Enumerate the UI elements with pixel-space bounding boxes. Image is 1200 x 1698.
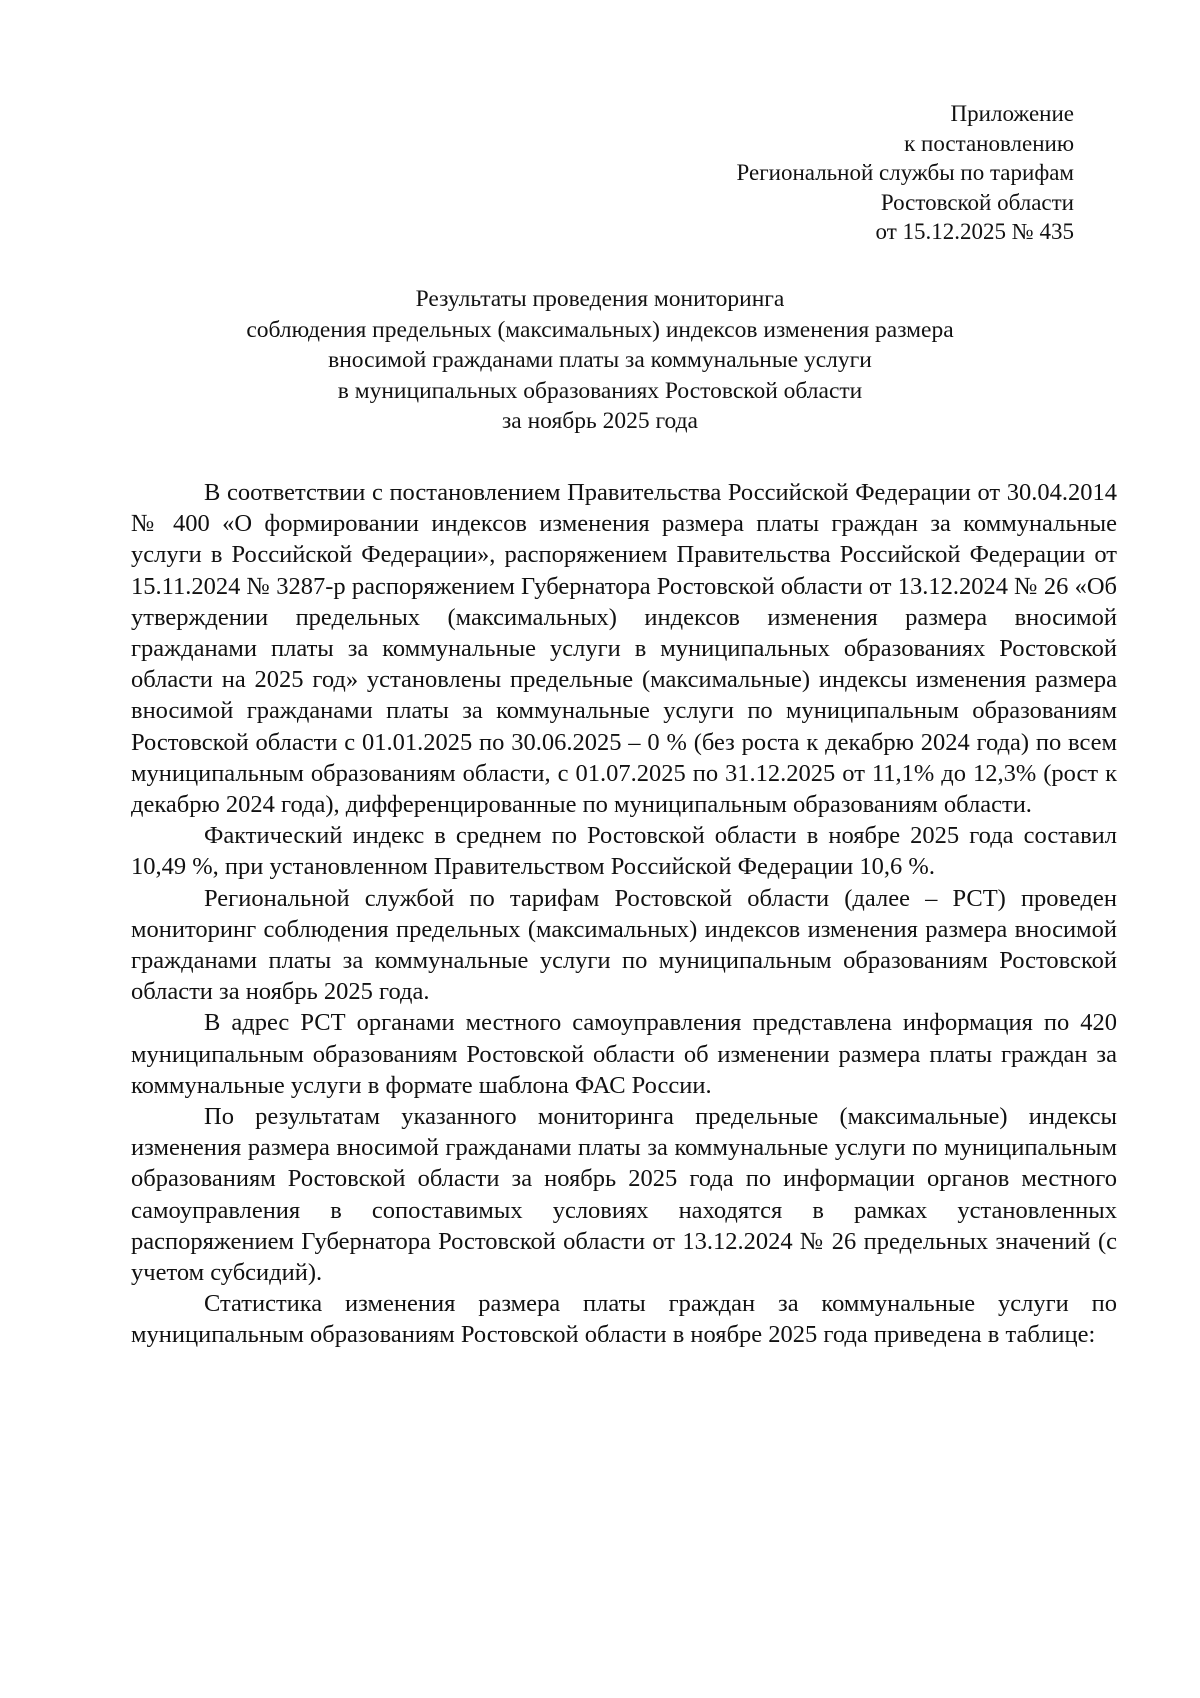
- appendix-line: к постановлению: [904, 130, 1074, 156]
- appendix-date-number: от 15.12.2025 № 435: [875, 219, 1074, 244]
- title-line: за ноябрь 2025 года: [502, 408, 698, 434]
- title-line: Результаты проведения мониторинга: [415, 286, 785, 312]
- appendix-line: Ростовской области: [880, 189, 1074, 215]
- title-line: вносимой гражданами платы за коммунальные услуги: [328, 347, 872, 373]
- paragraph-legal-basis: В соответствии с постановлением Правительства Российской Федерации от 30.04.2014 № 400 «О формировании индексов изменения размера платы граждан за коммунальные услуги в Российской Федерации», распоряжением Правительства Российской Федерации от 15.11.2024 № 3287-р распоряжением Губернатора Ростовской области от 13.12.2024 № 26 «Об утверждении предельных (максимальных) индексов изменения размера вносимой гражданами платы за коммунальные услуги в муниципальных образованиях Ростовской области на 2025 год» установлены предельные (максимальные) индексы изменения размера вносимой гражданами платы за коммунальные услуги по муниципальным образованиям Ростовской области с 01.01.2025 по 30.06.2025 – 0 % (без роста к декабрю 2024 года) по всем муниципальным образованиям области, с 01.07.2025 по 31.12.2025 от 11,1% до 12,3% (рост к декабрю 2024 года), дифференцированные по муниципальным образованиям области.: [131, 479, 1117, 819]
- document-body: [131, 477, 1117, 1351]
- paragraph-statistics: Статистика изменения размера платы граждан за коммунальные услуги по муниципальным образованиям Ростовской области в ноябре 2025 года приведена в таблице:: [131, 1290, 1117, 1349]
- paragraph-information: В адрес РСТ органами местного самоуправления представлена информация по 420 муниципальным образованиям Ростовской области об изменении размера платы граждан за коммунальные услуги в формате шаблона ФАС России.: [131, 1009, 1117, 1099]
- appendix-line: Приложение: [950, 101, 1074, 126]
- document-title: [130, 284, 1070, 437]
- appendix-line: Региональной службы по тарифам: [736, 160, 1074, 185]
- paragraph-monitoring: Региональной службой по тарифам Ростовской области (далее – РСТ) проведен мониторинг соблюдения предельных (максимальных) индексов изменения размера вносимой гражданами платы за коммунальные услуги по муниципальным образованиям Ростовской области за ноябрь 2025 года.: [131, 884, 1117, 1006]
- paragraph-actual-index: Фактический индекс в среднем по Ростовской области в ноябре 2025 года составил 10,49 %, при установленном Правительством Российской Федерации 10,6 %.: [131, 822, 1117, 881]
- paragraph-results: По результатам указанного мониторинга предельные (максимальные) индексы изменения размера вносимой гражданами платы за коммунальные услуги по муниципальным образованиям Ростовской области за ноябрь 2025 года по информации органов местного самоуправления в сопоставимых условиях находятся в рамках установленных распоряжением Губернатора Ростовской области от 13.12.2024 № 26 предельных значений (с учетом субсидий).: [131, 1103, 1117, 1287]
- title-line: в муниципальных образованиях Ростовской области: [337, 377, 863, 404]
- appendix-block: [554, 99, 1074, 247]
- title-line: соблюдения предельных (максимальных) индексов изменения размера: [246, 316, 954, 343]
